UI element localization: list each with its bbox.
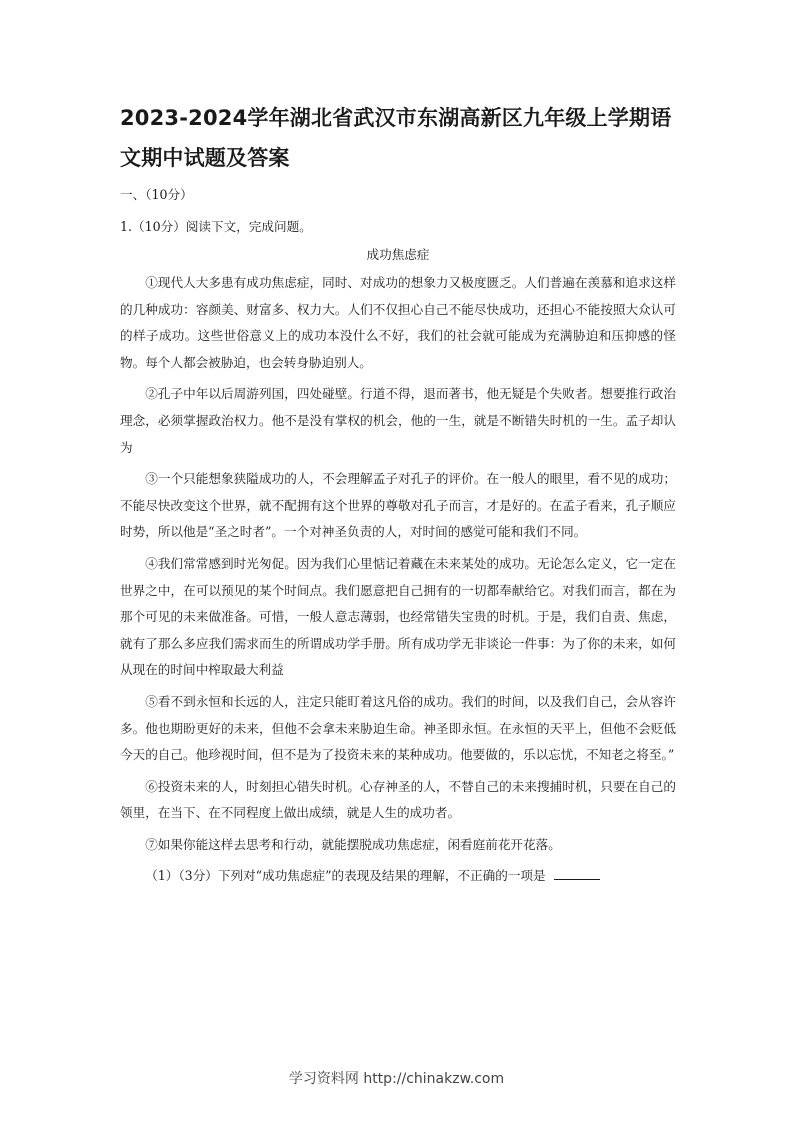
question-intro: 1.（10分）阅读下文，完成问题。 xyxy=(120,219,312,234)
paragraph-6: ⑥投资未来的人，时刻担心错失时机。心存神圣的人，不替自己的未来搜捕时机，只要在自己的领里，在当下、在不同程度上做出成绩，就是人生的成功者。 xyxy=(120,778,676,821)
document-body xyxy=(120,98,676,889)
article-title: 成功焦虑症 xyxy=(366,247,430,262)
paragraph-7: ⑦如果你能这样去思考和行动，就能摆脱成功焦虑症，闲看庭前花开花落。 xyxy=(145,836,561,852)
answer-blank[interactable] xyxy=(554,873,600,880)
paragraph-5: ⑤看不到永恒和长远的人，注定只能盯着这凡俗的成功。我们的时间，以及我们自己，会从容许多。他也期盼更好的未来，但他不会拿未来胁迫生命。神圣即永恒。在永恒的天平上，但他不会贬低今天的自己。他珍视时间，但不是为了投资未来的某种成功。他要做的，乐以忘忧，不知老之将至。” xyxy=(120,693,676,763)
paragraph-3: ③一个只能想象狭隘成功的人，不会理解孟子对孔子的评价。在一般人的眼里，看不见的成功；不能尽快改变这个世界，就不配拥有这个世界的尊敬对孔子而言，才是好的。在孟子看来，孔子顺应时势，所以他是“圣之时者”。一个对神圣负责的人，对时间的感觉可能和我们不同。 xyxy=(120,471,676,540)
question-1 xyxy=(120,863,676,889)
footer-watermark: 学习资料网 http://chinakzw.com xyxy=(288,1071,505,1087)
paragraph-4: ④我们常常感到时光匆促。因为我们心里惦记着藏在未来某处的成功。无论怎么定义，它一定在世界之中，在可以预见的某个时间点。我们愿意把自己拥有的一切都奉献给它。对我们而言，都在为那个可见的未来做准备。可惜，一般人意志薄弱，也经常错失宝贵的时机。于是，我们自责、焦虑，就有了那么多应我们需求而生的所谓成功学手册。所有成功学无非谈论一件事：为了你的未来，如何从现在的时间中榨取最大利益 xyxy=(120,555,676,678)
question-1-text: （1）（3分）下列对“成功焦虑症”的表现及结果的理解，不正确的一项是 xyxy=(145,868,546,884)
paragraph-1: ①现代人大多患有成功焦虑症，同时、对成功的想象力又极度匮乏。人们普遍在羡慕和追求这样的几种成功：容颜美、财富多、权力大。人们不仅担心自己不能尽快成功，还担心不能按照大众认可的样子成功。这些世俗意义上的成功本没什么不好，我们的社会就可能成为充满胁迫和压抑感的怪物。每个人都会被胁迫，也会转身胁迫别人。 xyxy=(120,275,676,370)
document-title: 2023-2024学年湖北省武汉市东湖高新区九年级上学期语文期中试题及答案 xyxy=(120,106,672,170)
section-heading: 一、（10分） xyxy=(120,187,193,202)
paragraph-2: ②孔子中年以后周游列国，四处碰壁。行道不得，退而著书，他无疑是个失败者。想要推行政治理念，必须掌握政治权力。他不是没有掌权的机会，他的一生，就是不断错失时机的一生。孟子却认为 xyxy=(120,386,676,455)
